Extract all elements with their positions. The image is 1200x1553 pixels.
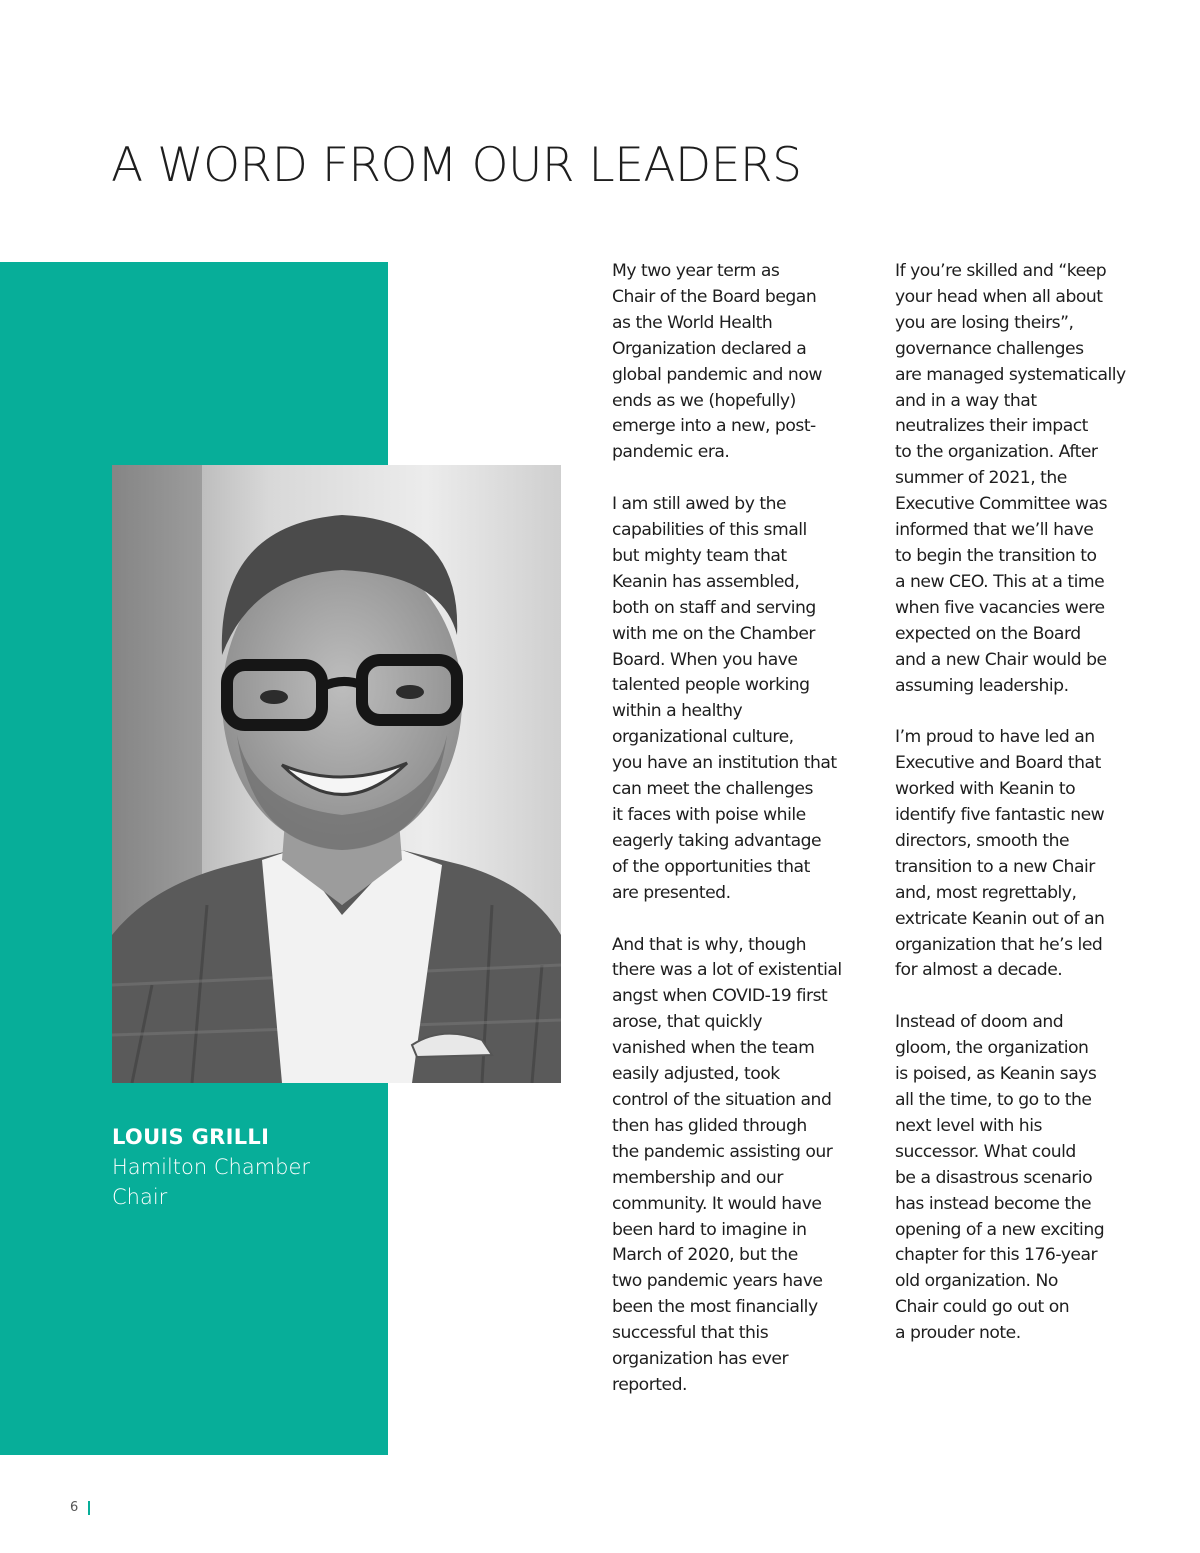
- paragraph-line: successor. What could: [895, 1141, 1076, 1162]
- leader-caption: [112, 1122, 372, 1212]
- letter-column-2: [895, 259, 1145, 1347]
- paragraph-line: I am still awed by the: [612, 494, 787, 515]
- leader-role-line-1: Hamilton Chamber: [112, 1155, 311, 1179]
- paragraph-line: capabilities of this small: [612, 520, 807, 541]
- paragraph-line: are managed systematically: [895, 364, 1126, 385]
- paragraph-line: organization has ever: [612, 1349, 789, 1370]
- paragraph-line: transition to a new Chair: [895, 856, 1095, 877]
- paragraph-line: governance challenges: [895, 338, 1084, 359]
- paragraph-line: And that is why, though: [612, 934, 806, 955]
- paragraph-line: I’m proud to have led an: [895, 727, 1095, 748]
- paragraph-line: emerge into a new, post-: [612, 416, 816, 437]
- paragraph-line: gloom, the organization: [895, 1038, 1089, 1059]
- paragraph-line: to begin the transition to: [895, 545, 1097, 566]
- paragraph-line: directors, smooth the: [895, 830, 1070, 851]
- paragraph-line: assuming leadership.: [895, 675, 1069, 696]
- paragraph-line: Board. When you have: [612, 649, 798, 670]
- paragraph-line: been the most financially: [612, 1297, 818, 1318]
- paragraph-line: all the time, to go to the: [895, 1089, 1092, 1110]
- paragraph-line: your head when all about: [895, 286, 1103, 307]
- paragraph-line: angst when COVID-19 first: [612, 986, 828, 1007]
- paragraph-line: opening of a new exciting: [895, 1219, 1105, 1240]
- paragraph-line: and, most regrettably,: [895, 882, 1077, 903]
- paragraph-line: expected on the Board: [895, 623, 1081, 644]
- paragraph-line: membership and our: [612, 1167, 783, 1188]
- letter-paragraph: [895, 1010, 1145, 1347]
- paragraph-line: to the organization. After: [895, 442, 1098, 463]
- paragraph-line: the pandemic assisting our: [612, 1141, 833, 1162]
- paragraph-line: Organization declared a: [612, 338, 807, 359]
- paragraph-line: arose, that quickly: [612, 1012, 762, 1033]
- paragraph-line: and in a way that: [895, 390, 1037, 411]
- paragraph-line: control of the situation and: [612, 1089, 832, 1110]
- paragraph-line: chapter for this 176-year: [895, 1245, 1098, 1266]
- paragraph-line: within a healthy: [612, 701, 743, 722]
- paragraph-line: extricate Keanin out of an: [895, 908, 1105, 929]
- paragraph-line: a new CEO. This at a time: [895, 571, 1105, 592]
- paragraph-line: then has glided through: [612, 1115, 807, 1136]
- leader-portrait-photo: [112, 465, 561, 1083]
- paragraph-line: Executive and Board that: [895, 753, 1101, 774]
- paragraph-line: two pandemic years have: [612, 1271, 823, 1292]
- paragraph-line: with me on the Chamber: [612, 623, 815, 644]
- paragraph-line: vanished when the team: [612, 1038, 815, 1059]
- paragraph-line: global pandemic and now: [612, 364, 822, 385]
- page-number: 6: [70, 1500, 79, 1515]
- paragraph-line: If you’re skilled and “keep: [895, 261, 1107, 281]
- paragraph-line: organizational culture,: [612, 727, 794, 748]
- paragraph-line: when five vacancies were: [895, 597, 1105, 618]
- letter-paragraph: [895, 725, 1145, 984]
- paragraph-line: are presented.: [612, 882, 731, 903]
- paragraph-line: next level with his: [895, 1115, 1042, 1136]
- paragraph-line: it faces with poise while: [612, 805, 806, 826]
- paragraph-line: My two year term as: [612, 261, 780, 281]
- paragraph-line: organization that he’s led: [895, 934, 1103, 955]
- paragraph-line: worked with Keanin to: [895, 779, 1076, 800]
- letter-paragraph: [612, 492, 862, 907]
- paragraph-line: old organization. No: [895, 1271, 1058, 1292]
- leader-name: LOUIS GRILLI: [112, 1125, 270, 1149]
- letter-column-1: [612, 259, 862, 1399]
- page-footer: [70, 1500, 90, 1515]
- paragraph-line: informed that we’ll have: [895, 520, 1094, 541]
- page-title: A WORD FROM OUR LEADERS: [111, 138, 802, 193]
- leader-role-line-2: Chair: [112, 1185, 168, 1209]
- paragraph-line: for almost a decade.: [895, 960, 1063, 981]
- paragraph-line: Chair could go out on: [895, 1297, 1070, 1318]
- paragraph-line: eagerly taking advantage: [612, 830, 822, 851]
- paragraph-line: summer of 2021, the: [895, 468, 1067, 489]
- paragraph-line: but mighty team that: [612, 545, 787, 566]
- paragraph-line: you are losing theirs”,: [895, 312, 1074, 333]
- paragraph-line: you have an institution that: [612, 753, 837, 774]
- paragraph-line: be a disastrous scenario: [895, 1167, 1093, 1188]
- letter-paragraph: [612, 259, 862, 466]
- paragraph-line: as the World Health: [612, 312, 773, 333]
- paragraph-line: Executive Committee was: [895, 494, 1108, 515]
- paragraph-line: successful that this: [612, 1323, 769, 1344]
- paragraph-line: March of 2020, but the: [612, 1245, 798, 1266]
- paragraph-line: both on staff and serving: [612, 597, 816, 618]
- paragraph-line: neutralizes their impact: [895, 416, 1088, 437]
- paragraph-line: easily adjusted, took: [612, 1064, 780, 1085]
- paragraph-line: Keanin has assembled,: [612, 571, 800, 592]
- paragraph-line: community. It would have: [612, 1193, 822, 1214]
- paragraph-line: is poised, as Keanin says: [895, 1064, 1097, 1085]
- paragraph-line: been hard to imagine in: [612, 1219, 807, 1240]
- letter-paragraph: [612, 933, 862, 1399]
- paragraph-line: identify five fantastic new: [895, 805, 1105, 826]
- footer-divider: [88, 1501, 90, 1515]
- paragraph-line: there was a lot of existential: [612, 960, 842, 981]
- paragraph-line: ends as we (hopefully): [612, 390, 796, 411]
- paragraph-line: can meet the challenges: [612, 779, 813, 800]
- paragraph-line: has instead become the: [895, 1193, 1092, 1214]
- letter-paragraph: [895, 259, 1145, 699]
- paragraph-line: talented people working: [612, 675, 810, 696]
- paragraph-line: pandemic era.: [612, 442, 730, 463]
- paragraph-line: and a new Chair would be: [895, 649, 1107, 670]
- paragraph-line: a prouder note.: [895, 1323, 1021, 1344]
- paragraph-line: of the opportunities that: [612, 856, 810, 877]
- paragraph-line: reported.: [612, 1374, 687, 1395]
- paragraph-line: Instead of doom and: [895, 1012, 1064, 1033]
- paragraph-line: Chair of the Board began: [612, 286, 817, 307]
